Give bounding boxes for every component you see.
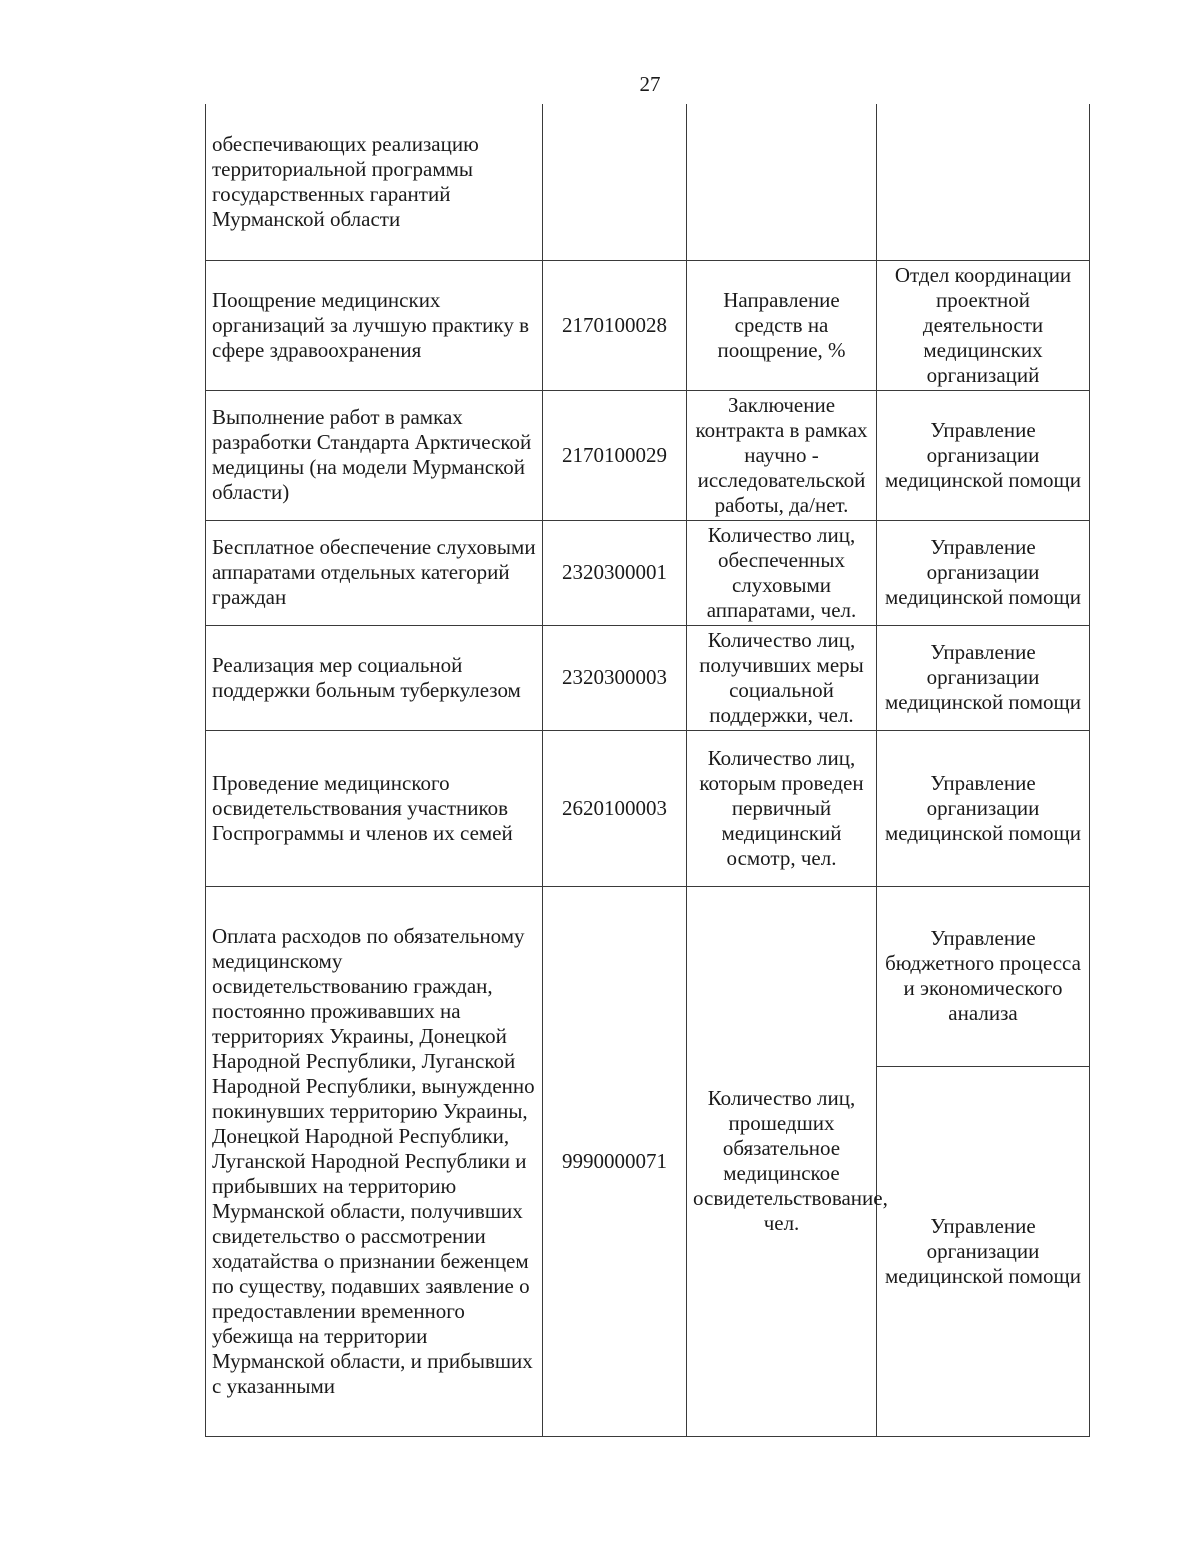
- responsible-cell: [877, 104, 1090, 260]
- responsible-cell: Отдел координации проектной деятельности медицинских организаций: [877, 260, 1090, 390]
- measure-name-cell: обеспечивающих реализацию территориальной программы государственных гарантий Мурманской области: [206, 104, 543, 260]
- table-row: [206, 104, 1090, 260]
- code-cell: 2320300001: [543, 520, 687, 625]
- code-cell: 2170100028: [543, 260, 687, 390]
- indicator-cell: Направление средств на поощрение, %: [687, 260, 877, 390]
- table-row: [206, 886, 1090, 1066]
- table-row: [206, 390, 1090, 520]
- responsible-cell: Управление организации медицинской помощи: [877, 730, 1090, 886]
- responsible-cell: Управление организации медицинской помощи: [877, 625, 1090, 730]
- code-cell: 2320300003: [543, 625, 687, 730]
- measure-name-cell: Бесплатное обеспечение слуховыми аппаратами отдельных категорий граждан: [206, 520, 543, 625]
- measure-name-cell: Проведение медицинского освидетельствования участников Госпрограммы и членов их семей: [206, 730, 543, 886]
- measure-name-cell: Поощрение медицинских организаций за лучшую практику в сфере здравоохранения: [206, 260, 543, 390]
- table-row: [206, 625, 1090, 730]
- measure-name-cell: Реализация мер социальной поддержки больным туберкулезом: [206, 625, 543, 730]
- measure-name-cell: Выполнение работ в рамках разработки Стандарта Арктической медицины (на модели Мурманской области): [206, 390, 543, 520]
- table-row: [206, 730, 1090, 886]
- indicator-cell: Количество лиц, получивших меры социальной поддержки, чел.: [687, 625, 877, 730]
- indicator-cell: Количество лиц, которым проведен первичный медицинский осмотр, чел.: [687, 730, 877, 886]
- indicator-cell: [687, 104, 877, 260]
- page-number: 27: [639, 72, 661, 96]
- indicator-cell: Заключение контракта в рамках научно - исследовательской работы, да/нет.: [687, 390, 877, 520]
- code-cell: 2170100029: [543, 390, 687, 520]
- table-row: [206, 520, 1090, 625]
- indicator-cell: Количество лиц, прошедших обязательное медицинское освидетельствование, чел.: [687, 886, 877, 1436]
- responsible-cell: Управление бюджетного процесса и экономического анализа: [877, 886, 1090, 1066]
- code-cell: 9990000071: [543, 886, 687, 1436]
- responsible-cell: Управление организации медицинской помощи: [877, 520, 1090, 625]
- indicator-cell: Количество лиц, обеспеченных слуховыми аппаратами, чел.: [687, 520, 877, 625]
- measure-name-cell: Оплата расходов по обязательному медицинскому освидетельствованию граждан, постоянно проживавших на территориях Украины, Донецкой Народной Республики, Луганской Народной Республики, вынужденно покинувших территорию Украины, Донецкой Народной Республики, Луганской Народной Республики и прибывших на территорию Мурманской области, получивших свидетельство о рассмотрении ходатайства о признании беженцем по существу, подавших заявление о предоставлении временного убежища на территории Мурманской области, и прибывших с указанными: [206, 886, 543, 1436]
- code-cell: [543, 104, 687, 260]
- responsible-cell: Управление организации медицинской помощи: [877, 390, 1090, 520]
- code-cell: 2620100003: [543, 730, 687, 886]
- table-row: [206, 260, 1090, 390]
- responsible-cell: Управление организации медицинской помощи: [877, 1066, 1090, 1436]
- measures-table: [205, 104, 1090, 1437]
